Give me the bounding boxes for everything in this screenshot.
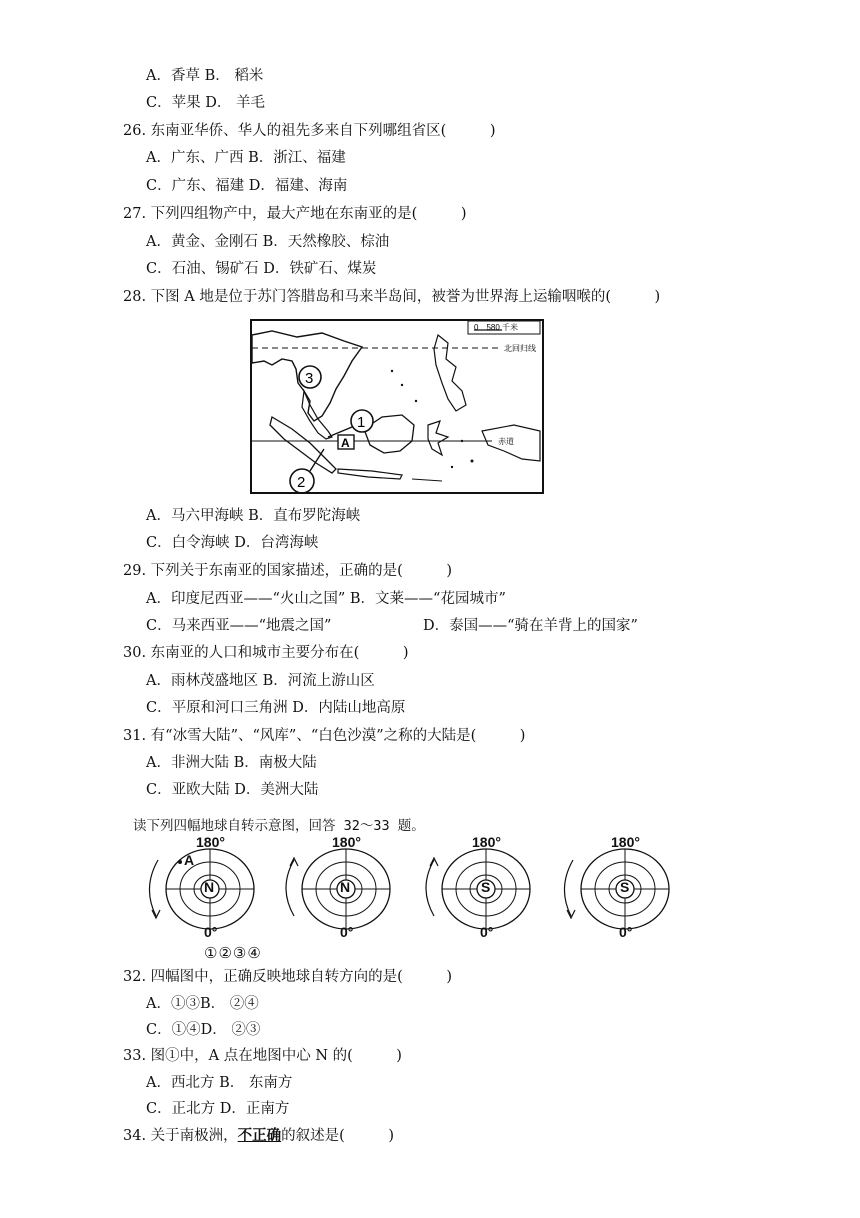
marker-1: 1: [357, 414, 366, 431]
figure-intro: 读下列四幅地球自转示意图，回答 32～33 题。: [133, 818, 425, 834]
option-line: A．香草 B． 稻米: [146, 68, 264, 84]
option-line: C．①④D． ②③: [146, 1022, 261, 1038]
globe-2: [276, 836, 406, 946]
question-30: 30. 东南亚的人口和城市主要分布在( ): [123, 645, 409, 661]
globe-center-label: N: [340, 879, 351, 895]
option-line: A．广东、广西 B．浙江、福建: [146, 150, 346, 166]
map-scale: 0 580 千米: [474, 323, 519, 332]
globe-top-label: 180°: [196, 834, 225, 850]
question-34-emphasis: 不正确: [237, 1127, 282, 1144]
option-line: C．正北方 D．正南方: [146, 1101, 290, 1117]
globe-bottom-label: 0°: [480, 924, 494, 940]
option-line: C．马来西亚——“地震之国”: [146, 618, 332, 634]
option-line: A．雨林茂盛地区 B．河流上游山区: [146, 673, 375, 689]
marker-2: 2: [297, 474, 306, 491]
question-31: 31. 有“冰雪大陆”、“风库”、“白色沙漠”之称的大陆是( ): [123, 728, 526, 744]
option-line: C．白令海峡 D．台湾海峡: [146, 535, 319, 551]
globe-bottom-label: 0°: [619, 924, 633, 940]
figure-numbers: ①②③④: [204, 944, 262, 962]
question-29: 29. 下列关于东南亚的国家描述，正确的是( ): [123, 563, 452, 579]
globe-center-label: N: [204, 879, 215, 895]
globe-top-label: 180°: [611, 834, 640, 850]
map-drawing: [252, 321, 542, 492]
southeast-asia-map: [250, 319, 544, 494]
option-line: C．广东、福建 D．福建、海南: [146, 178, 348, 194]
option-line: C．平原和河口三角洲 D．内陆山地高原: [146, 700, 406, 716]
option-line: A．西北方 B． 东南方: [146, 1075, 293, 1091]
globe-center-label: S: [620, 879, 630, 895]
globe-4: [555, 836, 685, 946]
globe-1: [140, 836, 270, 946]
globe-top-label: 180°: [332, 834, 361, 850]
question-32: 32. 四幅图中，正确反映地球自转方向的是( ): [123, 969, 452, 985]
question-28: 28. 下图 A 地是位于苏门答腊岛和马来半岛间，被誉为世界海上运输咽喉的( ): [123, 289, 661, 305]
question-34: [123, 1126, 394, 1146]
option-line: D．泰国——“骑在羊背上的国家”: [423, 618, 638, 634]
option-line: A．印度尼西亚——“火山之国” B．文莱——“花园城市”: [146, 591, 506, 607]
question-33: 33. 图①中，A 点在地图中心 N 的( ): [123, 1048, 402, 1064]
marker-3: 3: [305, 370, 314, 387]
option-line: A．马六甲海峡 B．直布罗陀海峡: [146, 508, 361, 524]
option-line: A．①③B． ②④: [146, 996, 259, 1012]
tropic-label: 北回归线: [504, 344, 536, 353]
question-34-prefix: 34. 关于南极洲，: [123, 1128, 238, 1144]
globe-bottom-label: 0°: [204, 924, 218, 940]
question-27: 27. 下列四组物产中，最大产地在东南亚的是( ): [123, 206, 467, 222]
globe-point-label: A: [184, 852, 195, 868]
globe-3: [416, 836, 546, 946]
globe-bottom-label: 0°: [340, 924, 354, 940]
question-34-suffix: 的叙述是( ): [281, 1128, 394, 1144]
map-label-a: A: [341, 436, 350, 450]
equator-label: 赤道: [498, 437, 514, 446]
globe-top-label: 180°: [472, 834, 501, 850]
question-26: 26. 东南亚华侨、华人的祖先多来自下列哪组省区( ): [123, 123, 496, 139]
option-line: C．亚欧大陆 D．美洲大陆: [146, 782, 319, 798]
option-line: C．石油、锡矿石 D．铁矿石、煤炭: [146, 261, 377, 277]
option-line: A．非洲大陆 B．南极大陆: [146, 755, 317, 771]
option-line: C．苹果 D． 羊毛: [146, 95, 265, 111]
globe-center-label: S: [481, 879, 491, 895]
option-line: A．黄金、金刚石 B．天然橡胶、棕油: [146, 234, 390, 250]
